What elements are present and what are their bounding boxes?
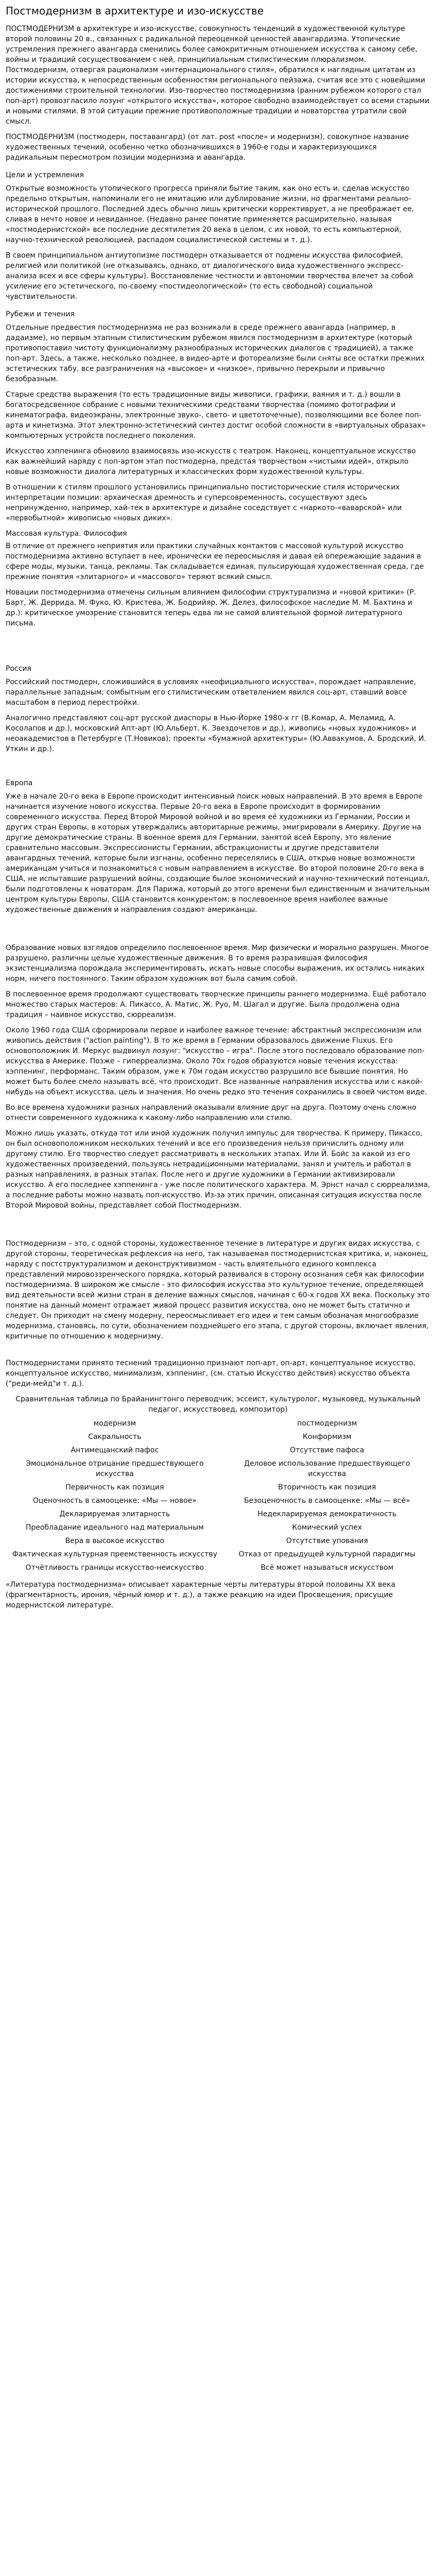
table-row [6, 1430, 430, 1444]
definition-paragraph: Постмодернизм – это, с одной стороны, художественное течение в литературе и других видах искусства, с другой стороны, теоретическая рефлексия на него, так называемая постмодернистская критика, и, наконец, наряду с постструктурализмом и деконструктивизмом - часть влиятельного единого комплекса представлений мировоззренческого порядка, который развивался в сторону осознания себя как философии постмодернизма. В широком же смысле - это философия искусства это культурное течение, определяющей вид деятельности всей жизни стран в деление важных смыслов, начиная с 60-х годов XX века. Поскольку это понятие на данный момент отражает живой процесс развития искусства, оно не может быть статично и следует. Он приходит на смену модерну, переосмысливает его идеи и тем самым обозначая многообразие модернизма, становясь, по сути, обозначением позднейшего его этапа, с другой стороны, включает явления, критичные по отношению к модернизму. [6, 1240, 430, 1341]
section-heading-europe: Европа [6, 779, 33, 787]
table-cell-modernism: Антимещанский пафос [71, 1446, 159, 1454]
table-cell-postmodernism: Отсутствие пафоса [290, 1446, 364, 1454]
spacer [6, 759, 430, 771]
postwar-paragraph-2: В послевоенное время продолжают существовать творческие принципы раннего модернизма. Ещё работало множество старых мастеров: А. Пикассо, А. Матис, Ж. Руо, М. Шагал и другие. Была продолжена одна традиция – наивное искусство, сюрреализм. [6, 990, 426, 1019]
table-cell-modernism: Преобладание идеального над материальным [25, 1523, 204, 1532]
table-row [6, 1521, 430, 1534]
ruptures-paragraph-1: Отдельные предвестия постмодернизма не раз возникали в среде прежнего авангарда (например, в дадаизме), но первым этапным стилистическим рубежом явился постмодернизм в архитектуре (который противопоставил чистоту функционализму разнообразных исторических диалогов с традицией), а также поп-арт. Здесь, а также, несколько позднее, в видео-арте и фотореализме были сняты все остатки прежних эстетических табу, все разграничения на «высокое» и «низкое», привычно перекрыли и привычно безобразным. [6, 324, 425, 383]
ruptures-paragraph-3: Искусство хэппенинга обновило взаимосвязь изо-искусств с театром. Наконец, концептуальное искусство как важнейший наряду с поп-артом этап постмодерна, предстая творчеством «чистыми идей», открыло новые возможности диалога литературных и классических форм художественной культуры. [6, 447, 416, 476]
ruptures-paragraph-6: В отличие от прежнего неприятия или практики случайных контактов с массовой культурой искусство постмодернизма активно вступает в нее, иронически ее переосмысляя и давая ей опережающие задания в сфере моды, музыки, танца, рекламы. Так складывается единая, пульсирующая художественная среда, где прежние понятия «элитарного» и «массового» теряют всякий смысл. [6, 542, 424, 581]
table-cell-postmodernism: Безоценочность в самооценке: «Мы — всё» [244, 1497, 410, 1505]
table-row [6, 1457, 430, 1481]
table-cell-modernism: Оценочность в самооценке: «Мы — новое» [32, 1497, 197, 1505]
postwar-paragraph-1: Образование новых взглядов определило послевоенное время. Мир физически и морально разрушен. Многое разрушено, различны целые художественные движения. В то время разразившая философия экзистенциализма порождала экспериментировать, искать новые способы выражения, их остались никаких норм, ничего постоянного. Таким образом художник вот была самим собой. [6, 944, 429, 983]
table-row [6, 1561, 430, 1574]
table-cell-postmodernism: Вторичность как позиция [278, 1483, 376, 1492]
table-row [6, 1444, 430, 1457]
table-header-modernism: модернизм [93, 1419, 136, 1428]
ruptures-paragraph-2: Старые средства выражения (то есть традиционные виды живописи, графики, ваяния и т. д.) вошли в богатосредсвенное собрание с новыми техническими средствами творчества (помимо фотографии и кинематографа, видеоэкраны, электронные звуко-, свето- и цветоточечные), позволяющими все более поп-арта и кинетизма. Этот электронно-эстетический синтез достиг особой сложности в «виртуальных образах» компьютерных устройств последнего поколения. [6, 391, 426, 440]
table-row [6, 1507, 430, 1521]
table-cell-postmodernism: Отсутствие упования [286, 1537, 368, 1545]
section-subheading-mass-culture: Массовая культура. Философия [6, 530, 127, 538]
comparison-table [6, 1394, 430, 1574]
postwar-paragraph-5: Можно лишь указать, откуда тот или иной художник получил импульс для творчества. К примеру, Пикассо, он был основоположником нескольких течений и все его произведения нельзя причислить одному или другому стилю. Его творчество следует рассматривать в нескольких этапах. Или Й. Бойс за какой из его художественных произведений, пользуясь нетрадиционными материалами, занял и учитель и работал в разных направлениях, в разных этапах. После него и другие художники в Германии активизировали искусство. А его последнее хэппенинга - уже после политического характера. М. Эрнст начал с сюрреализма, а последние работы можно назвать поп-искусство. Из-за этих причин, описанная ситуация искусства после Второй Мировой войны, представляет собой Постмодернизм. [6, 1129, 430, 1210]
intro-paragraph-1: ПОСТМОДЕРНИЗМ в архитектуре и изо-искусстве, совокупность тенденций в художественной культуре второй половины 20 в., связанных с радикальной переоценкой ценностей авангардизма. Утопические устремления прежнего авангарда сменились более самокритичным отношением искусства к самому себе, войны и традиций сосуществованием с ней, принципиальным стилистическим плюрализмом. Постмодернизм, отвергая рационализм «интернационального стиля», обратился к наглядным цитатам из истории искусства, к непосредственным особенностям регионального пейзажа, считая все это с новейшими достижениями строительной технологии. Изо-творчество постмодернизма (ранним рубежом которого стал поп-арт) провозгласило лозунг «открытого искусства», которое свободно взаимодействует со всеми старыми и новыми стилями. В этой ситуации прежние противоположные традиции и новаторства утратили свой смысл. [6, 25, 430, 126]
table-cell-postmodernism: Комический успех [292, 1523, 362, 1532]
table-cell-postmodernism: Отказ от предыдущей культурной парадигмы [238, 1550, 416, 1558]
table-cell-postmodernism: Конформизм [302, 1433, 352, 1441]
section-heading-ruptures: Рубежи и течения [6, 310, 75, 318]
table-cell-modernism: Фактическая культурная преемственность искусству [12, 1550, 217, 1558]
table-header-row [6, 1417, 430, 1430]
comparison-intro: Постмодернистами принято теснений традиционно признают поп-арт, оп-арт, концептуальное искусство, концептуальное искусство, минимализм, хэппенинг, (см. статью Искусство действия) искусство объекта ("реди-мейд"и т. д.). [6, 1359, 416, 1388]
table-cell-modernism: Эмоциональное отрицание предшествующего искусства [26, 1460, 204, 1478]
section-heading-goals: Цели и устремления [6, 171, 84, 179]
ruptures-paragraph-4: В отношении к стилям прошлого установились принципиально постисторические стиля исторических интерпретации позиции: архаическая дремность и суперсовременность, сосуществуют здесь непринужденно, например, хай-тек в архитектуре и дизайне соседствует с «наркото-«ваварской» или «первобытной» живописью «новых диких». [6, 483, 402, 522]
postwar-paragraph-3: Около 1960 года США сформировали первое и наиболее важное течение: абстрактный экспрессионизм или живопись действия ("action painting"). В то же время в Германии образовалось движение Fluxus. Его основоположник И. Меркус выдвинул лозунг: "искусство – игра". После этого последовало образование поп-искусства в Америке. Позже – гиперреализма. Около 70х годов образуются новые течения искусства: хэппенинг, перформанс. Таким образом, уже к 70м годам искусство разрушило все бывшие понятия. Но может быть более смело называть всё, что происходит. Все названные направления искусства или с какой-нибудь на объект искусства, цель и значения. Но очень редко это течения сохранились в своей чистом виде. [6, 1026, 427, 1096]
page-title: Постмодернизм в архитектуре и изо-искусстве [6, 5, 264, 17]
table-cell-postmodernism: Недекларируемая демократичность [257, 1510, 397, 1518]
spacer [6, 634, 430, 656]
table-row [6, 1534, 430, 1548]
intro-paragraph-2: ПОСТМОДЕРНИЗМ (постмодерн, поставангард) (от лат. post «после» и модернизм), совокупное название художественных течений, особенно четко обозначившихся в 1960-е годы и характеризующихся радикальным пересмотром позиции модернизма и авангарда. [6, 133, 409, 162]
ruptures-paragraph-7: Новации постмодернизма отмечены сильным влиянием философии структурализма и «новой критики» (Р. Барт, Ж. Деррида, М. Фуко, Ю. Кристева, Ж. Бодрийяр, Ж. Делез, философское наследие М. М. Бахтина и др.): критическое умозрение становится теперь едва ли не самой влиятельной формой литературного письма. [6, 588, 416, 628]
russia-paragraph-2: Аналогично представляют соц-арт русской диаспоры в Нью-Йорке 1980-х гг (В.Комар, А. Меламид, А. Косолапов и др.), московский Апт-арт (Ю.Альберт, К. Звездочетов и др.), живопись «новых художников» и неоакадемистов в Петербурге (Т.Новиков); проекты «бумажной архитектуры» (Ю.Аввакумов, А. Бродский, И. Уткин и др.). [6, 714, 426, 753]
table-cell-modernism: Первичность как позиция [65, 1483, 164, 1492]
russia-paragraph-1: Российский постмодерн, сложившийся в условиях «неофициального искусства», порождает направление, параллельные западным; сомбытным его стилистическим ответвлением явился соц-арт, ставший вовсе масштабом в период перестройки. [6, 678, 416, 707]
europe-paragraph-1: Уже в начале 20-го века в Европе происходит интенсивный поиск новых направлений. В это время в Европе начинается изучение нового искусства. Первые 20-го века в Европе происходит в формировании современного искусства. Перед Второй Мировой войной и во время её художники из Германии, России и других стран Европы, в которых утверждались авторитарные режимы, эмигрировали в Америку. Другие на другие демократические страны. В военное время для Германии, занятой всей Европу, это явление сравнительно массовым. Экспрессионисты Германии, абстракционисты и другие представители авангардных течений, которые были изгнаны, особенно переселялись в США, открыв новые возможности американцам учиться и познакомиться с новым направлением в искусстве. Во второй половине 20-го века в США, не испытавшие разрушений войны, создающие былое экономический и научно-технический потенциал, были подготовлены к новаторам. Для Парижа, который до этого времени был единственным и значительным центром культуры Европы, США становится конкурентом; в послевоенное время наиболее важные художественные движения и направления создают американцы. [6, 792, 430, 914]
table-cell-postmodernism: Деловое использование предшествующего искусства [244, 1460, 410, 1478]
table-cell-postmodernism: Всё может называться искусством [260, 1564, 394, 1572]
goals-paragraph-1: Открытые возможность утопического прогресса приняли бытие таким, как оно есть и, сделав искусство предельно открытым, напоминали его не имитацию или дублирование жизни, но фрагментами реально-исторической прошлого. Последней здесь обычно лишь критически коррективрует, а не преображает ее, сливая в нечто новое и невиданное. (Недавно ранее понятие применяется расширительно, называя «постмодернистской» все последние десятилетия 20 века в целом, с их новой, то есть компьютерной, научно-технической революцией, распадом социалистической системы и т. д.). [6, 184, 414, 244]
goals-paragraph-2: В своем принципиальном антиутопизме постмодерн отказывается от подмены искусства философией, религией или политикой (не отказываясь, однако, от диалогического вида художественного экспресс-анализа всех и все сферы культуры). Восстановление честности и автономии творчества влечет за собой усиление его эстетического, по-своему «постидеологической» (то есть свободной) социальной чувствительности. [6, 251, 413, 301]
table-row [6, 1494, 430, 1507]
table-cell-modernism: Отчётливость границы искусство-неискусство [25, 1564, 204, 1572]
comparison-table-caption: Сравнительная таблица по Брайанингтонго переводчик, эссеист, культуролог, музыковед, музыкальный педагог, искусствовед, композитор) [15, 1395, 421, 1414]
table-row [6, 1481, 430, 1494]
table-row [6, 1548, 430, 1561]
spacer [6, 1347, 430, 1358]
spacer [6, 920, 430, 943]
spacer [6, 1216, 430, 1239]
section-heading-russia: Россия [6, 665, 31, 673]
postwar-paragraph-4: Во все времена художники разных направлений оказывали влияние друг на друга. Поэтому очень сложно отнести современного художника к какому-либо направлению или стилю. [6, 1104, 416, 1122]
table-cell-modernism: Вера в высокое искусство [65, 1537, 165, 1545]
closing-paragraph: «Литература постмодернизма» описывает характерные черты литературы второй половины XX века (фрагментарность, ирония, чёрный юмор и т. д.), а также реакцию на идеи Просвещения, присущие модернистской литературе. [6, 1581, 396, 1609]
table-cell-modernism: Сакральность [88, 1433, 142, 1441]
table-cell-modernism: Декларируемая элитарность [59, 1510, 170, 1518]
table-header-postmodernism: постмодернизм [297, 1419, 357, 1428]
